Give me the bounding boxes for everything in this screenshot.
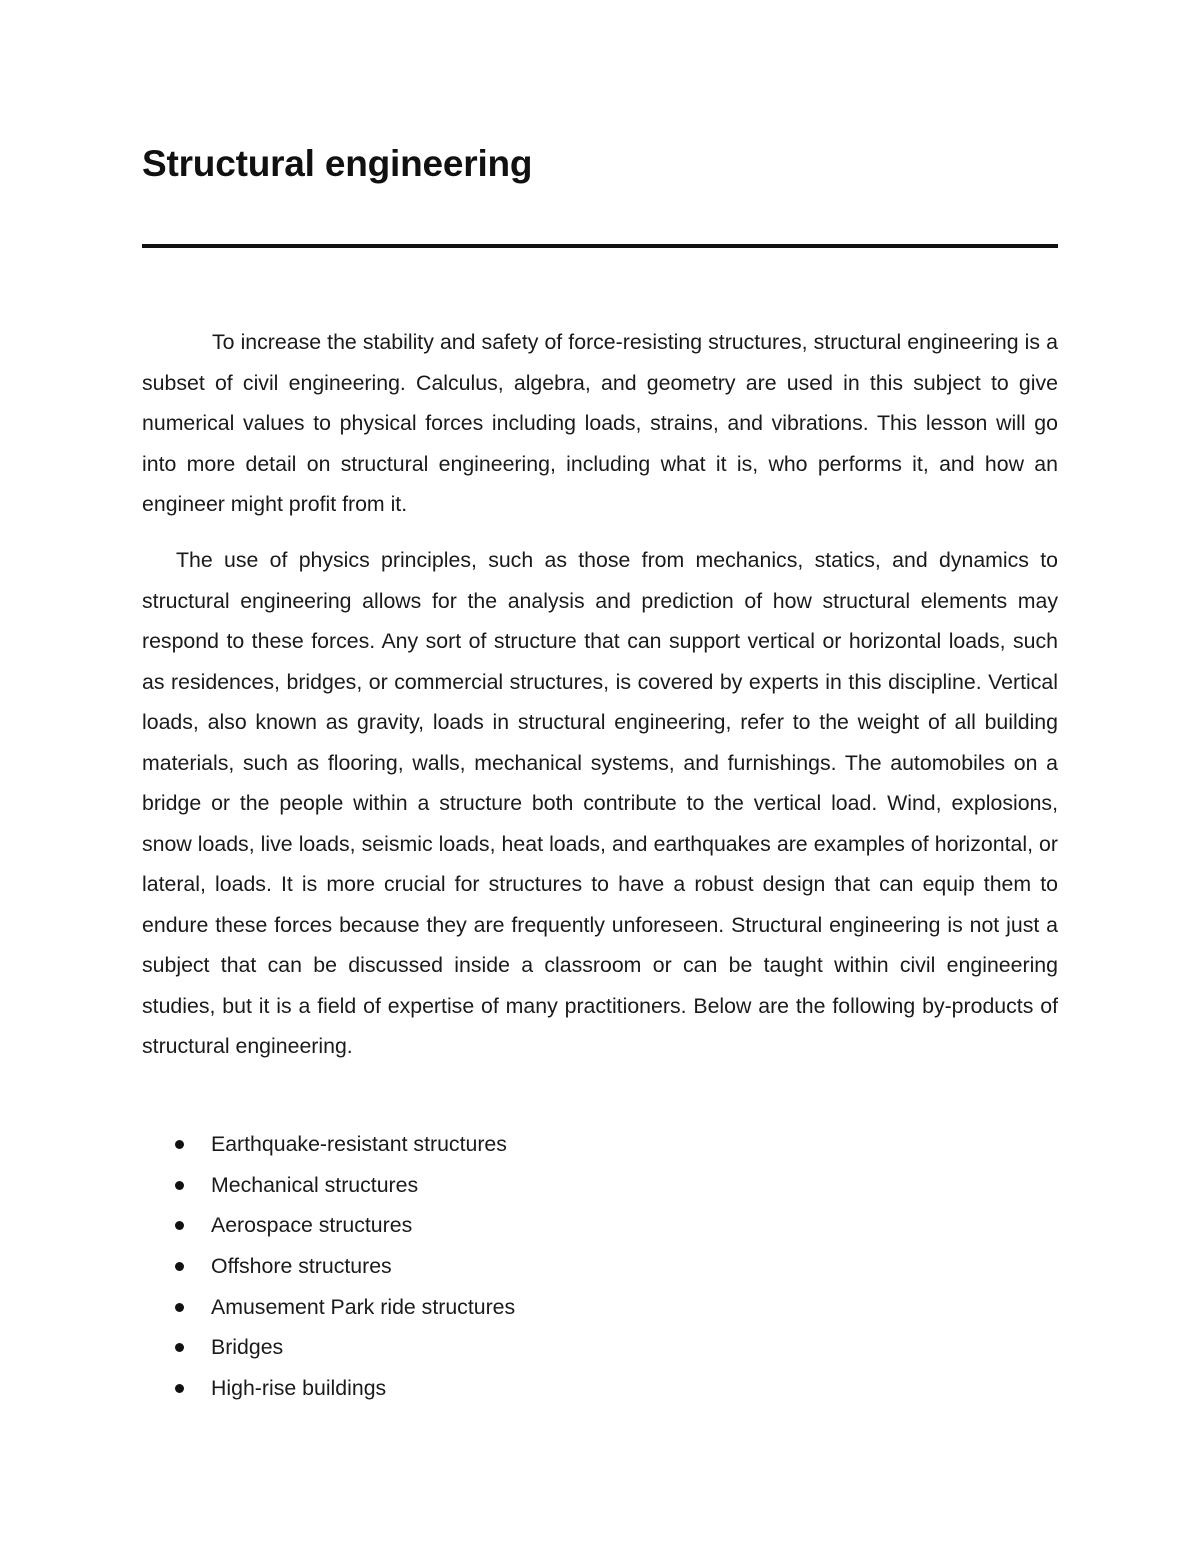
title-divider [142,244,1058,248]
byproducts-list [142,1124,1058,1409]
list-item [142,1205,1058,1246]
bullet-icon [175,1303,184,1312]
list-item [142,1124,1058,1165]
list-item-text: High-rise buildings [211,1376,387,1401]
bullet-icon [175,1181,184,1190]
document-page [142,0,1058,1553]
paragraph-intro: To increase the stability and safety of force-resisting structures, structural engineering is a subset of civil engineering. Calculus, algebra, and geometry are used in this subject to give numerical values to physical forces including loads, strains, and vibrations. This lesson will go into more detail on structural engineering, including what it is, who performs it, and how an engineer might profit from it. [142,330,1058,516]
list-item [142,1165,1058,1206]
list-item-text: Bridges [211,1335,284,1360]
list-item [142,1368,1058,1409]
bullet-icon [175,1262,184,1271]
bullet-icon [175,1343,184,1352]
list-item-text: Offshore structures [211,1254,392,1279]
document-title: Structural engineering [142,143,533,184]
bullet-icon [175,1221,184,1230]
list-item-text: Earthquake-resistant structures [211,1132,507,1156]
bullet-icon [175,1140,184,1149]
list-item [142,1327,1058,1368]
list-item-text: Amusement Park ride structures [211,1294,516,1319]
paragraph-physics: The use of physics principles, such as those from mechanics, statics, and dynamics to structural engineering allows for the analysis and prediction of how structural elements may respond to these forces. Any sort of structure that can support vertical or horizontal loads, such as residences, bridges, or commercial structures, is covered by experts in this discipline. Vertical loads, also known as gravity, loads in structural engineering, refer to the weight of all building materials, such as flooring, walls, mechanical systems, and furnishings. The automobiles on a bridge or the people within a structure both contribute to the vertical load. Wind, explosions, snow loads, live loads, seismic loads, heat loads, and earthquakes are examples of horizontal, or lateral, loads. It is more crucial for structures to have a robust design that can equip them to endure these forces because they are frequently unforeseen. Structural engineering is not just a subject that can be discussed inside a classroom or can be taught within civil engineering studies, but it is a field of expertise of many practitioners. Below are the following by-products of structural engineering. [142,548,1058,1058]
list-item [142,1287,1058,1328]
bullet-icon [175,1384,184,1393]
list-item [142,1246,1058,1287]
list-item-text: Aerospace structures [211,1213,413,1238]
list-item-text: Mechanical structures [211,1172,419,1197]
